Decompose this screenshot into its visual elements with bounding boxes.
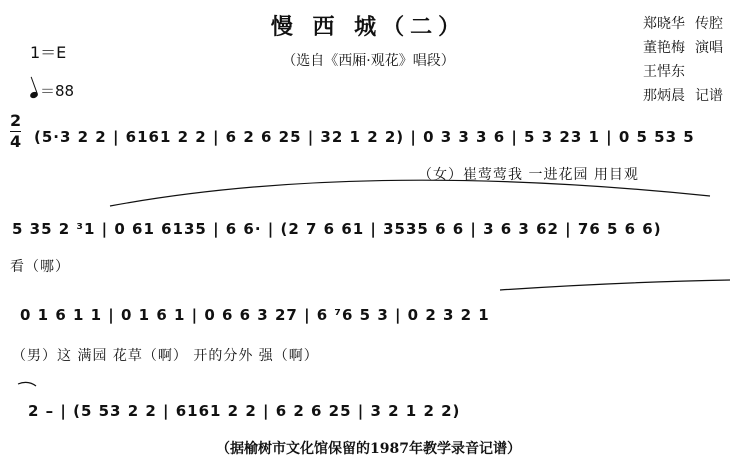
credit-name: 那炳晨 <box>643 88 685 104</box>
key-signature: 1＝E <box>30 43 67 62</box>
credit-name: 郑晓华 <box>643 16 685 32</box>
phrase-slur <box>110 180 710 206</box>
staff-line-2-music: 5 35 2 ³1 | 0 61 6135 | 6 6· | (2 7 6 61 | 3535 6 6 | 3 6 3 62 | 76 5 6 6) <box>12 220 662 238</box>
credit-role: 演唱 <box>695 40 723 56</box>
staff-line-4-music: 2 – | (5 53 2 2 | 6161 2 2 | 6 2 6 25 | 3 2 1 2 2) <box>28 402 461 420</box>
page-title: 慢 西 城（二） <box>270 14 467 40</box>
phrase-slur <box>500 280 730 290</box>
time-signature-bottom: 4 <box>10 132 22 151</box>
tempo-value: ＝88 <box>40 82 75 100</box>
staff-line-3-lyrics: （男）这 满园 花草（啊） 开的分外 强（啊） <box>12 348 319 364</box>
tie-mark <box>18 382 36 386</box>
footer-note: （据榆树市文化馆保留的1987年教学录音记谱） <box>216 441 521 457</box>
staff-line-1-lyrics: （女）崔莺莺我 一进花园 用目观 <box>418 167 639 183</box>
credit-role: 传腔 <box>695 16 723 32</box>
staff-line-2-lyrics: 看（哪） <box>10 259 70 275</box>
time-signature-top: 2 <box>10 111 22 130</box>
staff-line-3-music: 0 1 6 1 1 | 0 1 6 1 | 0 6 6 3 27 | 6 ⁷6 5 3 | 0 2 3 2 1 <box>20 306 490 324</box>
credit-role: 记谱 <box>695 88 723 104</box>
credit-name: 王悍东 <box>643 64 685 80</box>
subtitle: （选自《西厢·观花》唱段） <box>282 53 455 69</box>
staff-line-1-music: (5·3 2 2 | 6161 2 2 | 6 2 6 25 | 32 1 2 2) | 0 3 3 3 6 | 5 3 23 1 | 0 5 53 5 <box>34 128 695 146</box>
credit-name: 董艳梅 <box>643 40 685 56</box>
